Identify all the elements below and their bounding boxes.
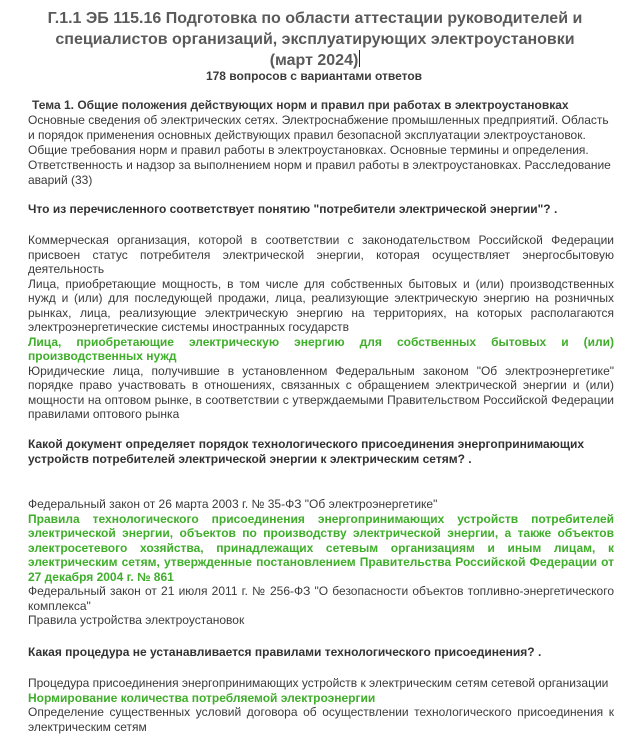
document-subtitle: 178 вопросов с вариантами ответов bbox=[205, 69, 423, 83]
topic-block bbox=[28, 98, 614, 188]
answer-1-2: Лица, приобретающие мощность, в том числе для собственных бытовых и (или) производственных нужд и (или) для последующей продажи, лица, реализующие электрическую энергию на розничных рынках, лица, реализующие электрическую энергию на территориях, на которых располагаются электроэнергетические системы иностранных государств bbox=[28, 276, 614, 334]
question-3: Какая процедура не устанавливается правилами технологического присоединения? . bbox=[28, 645, 542, 659]
document-title bbox=[20, 8, 610, 71]
question-2: Какой документ определяет порядок технологического присоединения энергопринимающих устройств потребителей электрической энергии к электрическим сетям? . bbox=[28, 437, 585, 466]
topic-description: Основные сведения об электрических сетях. Электроснабжение промышленных предприятий. Область и порядок применения основных действующих правил безопасной эксплуатации электроустановок. Общие требования норм и правил работы в электроустановках. Основные термины и определения. Ответственность и надзор за выполнением норм и правил работы в электроустановках. Расследование аварий (33) bbox=[28, 113, 611, 187]
answer-3-1: Процедура присоединения энергопринимающих устройств к электрическим сетям сетевой организации bbox=[28, 676, 609, 690]
answer-list-3 bbox=[28, 676, 614, 734]
answer-list-1 bbox=[28, 233, 614, 422]
title-line-2: специалистов организаций, эксплуатирующих электроустановки bbox=[55, 31, 575, 48]
answer-2-3: Федеральный закон от 21 июля 2011 г. № 256-ФЗ "О безопасности объектов топливно-энергетического комплекса" bbox=[28, 584, 614, 613]
question-1: Что из перечисленного соответствует понятию "потребители электрической энергии"? . bbox=[28, 202, 558, 216]
answer-1-1: Коммерческая организация, которой в соответствии с законодательством Российской Федерации присвоен статус потребителя электрической энергии, которая осуществляет энергосбытовую деятельность bbox=[28, 233, 614, 276]
answer-2-4: Правила устройства электроустановок bbox=[28, 613, 245, 627]
title-line-1: Г.1.1 ЭБ 115.16 Подготовка по области аттестации руководителей и bbox=[47, 10, 583, 27]
text-cursor bbox=[359, 50, 360, 67]
answer-2-1: Федеральный закон от 26 марта 2003 г. № 35-ФЗ "Об электроэнергетике" bbox=[28, 497, 438, 511]
answer-list-2 bbox=[28, 497, 614, 628]
answer-2-2-correct: Правила технологического присоединения энергопринимающих устройств потребителей электрической энергии, объектов по производству электрической энергии, а также объектов электросетевого хозяйства, принадлежащих сетевым организациям и иным лицам, к электрическим сетям, утвержденные постановлением Правительства Российской Федерации от 27 декабря 2004 г. № 861 bbox=[28, 511, 614, 584]
title-line-3: (март 2024) bbox=[269, 52, 359, 69]
topic-heading: Тема 1. Общие положения действующих норм и правил при работах в электроустановках bbox=[32, 98, 569, 112]
answer-3-2-correct: Нормирование количества потребляемой электроэнергии bbox=[28, 690, 376, 705]
answer-1-4: Юридические лица, получившие в установленном Федеральным законом "Об электроэнергетике" порядке право участвовать в отношениях, связанных с обращением электрической энергии и (или) мощности на оптовом рынке, в соответствии с утверждаемыми Правительством Российской Федерации правилами оптового рынка bbox=[28, 363, 614, 421]
answer-3-3: Определение существенных условий договора об осуществлении технологического присоединения к электрическим сетям bbox=[28, 705, 614, 734]
answer-1-3-correct: Лица, приобретающие электрическую энергию для собственных бытовых и (или) производственных нужд bbox=[28, 334, 614, 363]
